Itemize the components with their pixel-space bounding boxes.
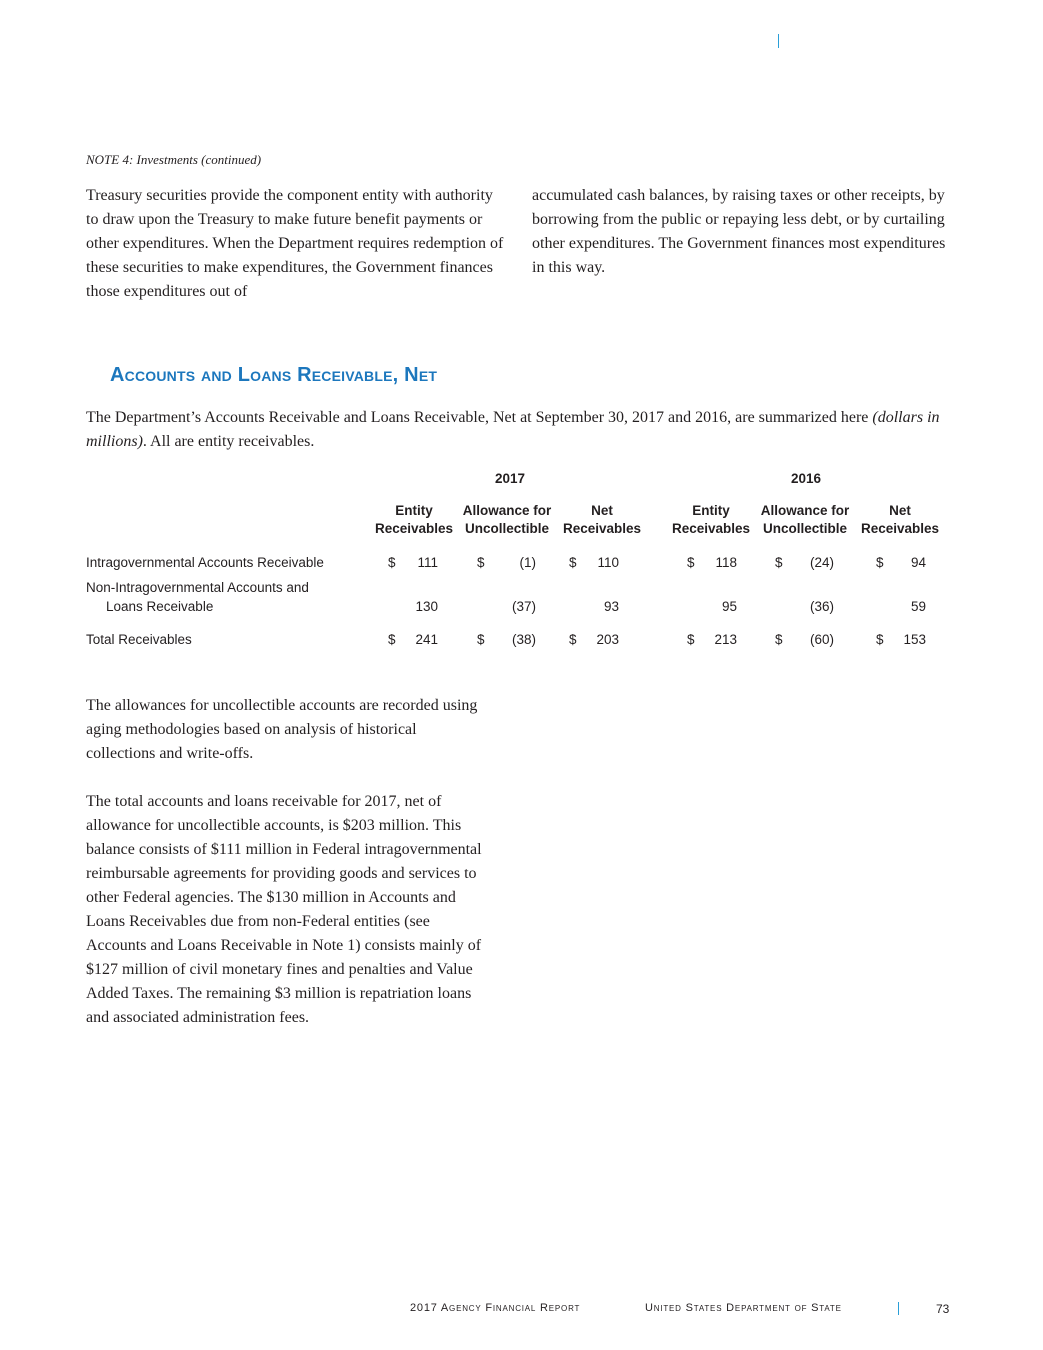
table-cell: (38) xyxy=(511,632,536,647)
table-cell: (1) xyxy=(519,555,536,570)
table-cell: 203 xyxy=(596,632,619,647)
table-cell: (60) xyxy=(809,632,834,647)
col-header-line1: Net xyxy=(889,503,911,518)
dollar-sign: $ xyxy=(569,632,577,647)
body-paragraph-allowances: The allowances for uncollectible accounts are recorded using aging methodologies based on analysis of historical collections and write-offs. xyxy=(86,697,478,762)
intro-text-end: . All are entity receivables. xyxy=(142,433,315,450)
footer-report-title: 2017 Agency Financial Report xyxy=(410,1302,581,1314)
col-header-line1: Allowance for xyxy=(462,503,552,518)
section-heading: Accounts and Loans Receivable, Net xyxy=(110,364,438,386)
col-header-line2: Receivables xyxy=(374,521,454,536)
table-cell: 95 xyxy=(721,599,737,614)
table-cell: (36) xyxy=(809,599,834,614)
dollar-sign: $ xyxy=(388,632,396,647)
table-cell: 241 xyxy=(415,632,438,647)
row-label: Intragovernmental Accounts Receivable xyxy=(86,555,324,570)
dollar-sign: $ xyxy=(876,632,884,647)
body-paragraph-total: The total accounts and loans receivable for 2017, net of allowance for uncollectible accounts, is $203 million. This balance consists of $111 million in Federal intragovernmental reimbursable agreements for providing goods and services to other Federal agencies. The $130 million in Accounts and Loans Receivables due from non-Federal entities (see Accounts and Loans Receivable in Note 1) consists mainly of $127 million of civil monetary fines and penalties and Value Added Taxes. The remaining $3 million is repatriation loans and associated administration fees. xyxy=(86,793,482,1026)
table-cell: (37) xyxy=(511,599,536,614)
table-cell: 118 xyxy=(715,555,737,570)
table-cell: 93 xyxy=(603,599,619,614)
intro-text-start: The Department’s Accounts Receivable and Loans Receivable, Net at September 30, 2017 and 2016, are summarized here xyxy=(86,409,873,426)
intro-paragraph xyxy=(86,406,966,454)
table-cell: 94 xyxy=(910,555,926,570)
table-cell: 153 xyxy=(903,632,926,647)
year-header-2016: 2016 xyxy=(790,471,822,486)
col-header-line2: Receivables xyxy=(860,521,940,536)
col-header-line2: Receivables xyxy=(671,521,751,536)
note-label: NOTE 4: Investments (continued) xyxy=(86,152,262,167)
footer-department: United States Department of State xyxy=(645,1302,842,1314)
col-header-line2: Uncollectible xyxy=(464,521,550,536)
footer-divider xyxy=(898,1302,899,1315)
col-header-line2: Receivables xyxy=(562,521,642,536)
col-header-line1: Entity xyxy=(692,503,730,518)
dollar-sign: $ xyxy=(876,555,884,570)
row-label: Non-Intragovernmental Accounts and xyxy=(86,580,309,595)
body-paragraph-right: accumulated cash balances, by raising taxes or other receipts, by borrowing from the public or repaying less debt, or by curtailing other expenditures. The Government finances most expenditures in this way. xyxy=(532,187,946,276)
row-label: Total Receivables xyxy=(86,632,192,647)
col-header-line1: Net xyxy=(591,503,613,518)
year-header-2017: 2017 xyxy=(494,471,526,486)
dollar-sign: $ xyxy=(687,555,695,570)
col-header-line2: Uncollectible xyxy=(762,521,848,536)
dollar-sign: $ xyxy=(477,555,485,570)
table-cell: 59 xyxy=(910,599,926,614)
table-cell: 110 xyxy=(597,555,619,570)
dollar-sign: $ xyxy=(687,632,695,647)
dollar-sign: $ xyxy=(477,632,485,647)
table-cell: (24) xyxy=(809,555,834,570)
col-header-line1: Entity xyxy=(395,503,433,518)
table-cell: 111 xyxy=(417,555,438,570)
row-label-continued: Loans Receivable xyxy=(106,599,214,614)
intro-italic: (dollars in millions) xyxy=(86,409,940,450)
dollar-sign: $ xyxy=(388,555,396,570)
col-header-line1: Allowance for xyxy=(760,503,850,518)
dollar-sign: $ xyxy=(775,632,783,647)
header-rule xyxy=(778,34,779,48)
dollar-sign: $ xyxy=(775,555,783,570)
body-paragraph-left: Treasury securities provide the component entity with authority to draw upon the Treasury to make future benefit payments or other expenditures. When the Department requires redemption of these securities to make expenditures, the Government finances those expenditures out of xyxy=(86,187,504,300)
table-cell: 213 xyxy=(714,632,737,647)
table-cell: 130 xyxy=(415,599,438,614)
dollar-sign: $ xyxy=(569,555,577,570)
page-number: 73 xyxy=(936,1302,950,1316)
